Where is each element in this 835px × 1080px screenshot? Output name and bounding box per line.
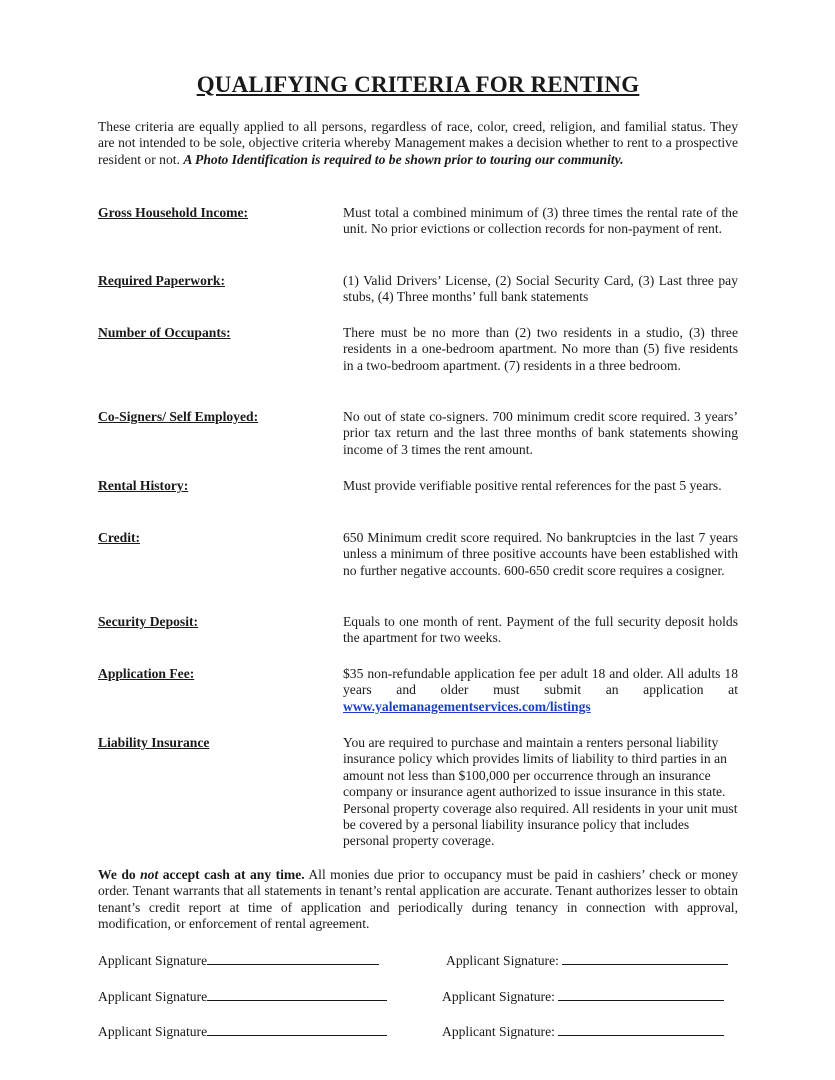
criteria-label: Credit: xyxy=(98,530,141,545)
criteria-label: Security Deposit: xyxy=(98,614,199,629)
signature-label: Applicant Signature: xyxy=(442,989,555,1004)
signature-field-right-3[interactable] xyxy=(442,1023,724,1040)
signature-label: Applicant Signature xyxy=(98,989,208,1004)
signature-label: Applicant Signature xyxy=(98,1024,208,1039)
listings-link[interactable]: www.yalemanagementservices.com/listings xyxy=(343,698,591,714)
intro-paragraph xyxy=(98,119,738,168)
criteria-value: You are required to purchase and maintain a renters personal liability insurance policy which provides limits of liability to third parties in an amount not less than $100,000 per occurrence through an insurance company or insurance agent authorized to issue insurance in this state. Personal property coverage also required. All residents in your unit must be covered by a personal liability insurance policy that includes personal property coverage. xyxy=(343,735,738,849)
criteria-label: Co-Signers/ Self Employed: xyxy=(98,409,259,424)
criteria-value: 650 Minimum credit score required. No bankruptcies in the last 7 years unless a minimum of three positive accounts have been established with no further negative accounts. 600-650 credit score requires a cosigner. xyxy=(343,530,738,578)
signature-field-left-1[interactable] xyxy=(98,952,379,969)
criteria-label: Rental History: xyxy=(98,478,189,493)
signature-label: Applicant Signature: xyxy=(442,1024,555,1039)
photo-id-notice: A Photo Identification is required to be shown prior to touring our community. xyxy=(183,151,624,167)
payment-notice xyxy=(98,867,738,933)
signature-line[interactable] xyxy=(207,988,387,1001)
criteria-label: Required Paperwork: xyxy=(98,273,225,288)
criteria-label: Gross Household Income: xyxy=(98,205,249,220)
no-cash-not: not xyxy=(140,867,159,882)
notice-text: All monies due prior to occupancy must be paid in cashiers’ check or money order. Tenant warrants that all statements in tenant’s rental application are accurate. Tenant authorizes lesser to obtain tenant’s credit report at time of application and periodically during tenancy in connection with approval, modification, or enforcement of rental agreement. xyxy=(98,867,739,932)
criteria-label: Liability Insurance xyxy=(98,735,210,750)
criteria-value: Must total a combined minimum of (3) three times the rental rate of the unit. No prior evictions or collection records for non-payment of rent. xyxy=(343,205,738,237)
criteria-label: Application Fee: xyxy=(98,666,195,681)
signature-field-left-2[interactable] xyxy=(98,988,387,1005)
signature-field-right-2[interactable] xyxy=(442,988,724,1005)
criteria-value: No out of state co-signers. 700 minimum credit score required. 3 years’ prior tax return and the last three months of bank statements showing income of 3 times the rent amount. xyxy=(343,409,738,457)
signature-line[interactable] xyxy=(562,952,728,965)
intro-text: These criteria are equally applied to all persons, regardless of race, color, creed, religion, and familial status. They are not intended to be sole, objective criteria whereby Management makes a decision whether to rent to a prospective resident or not. xyxy=(98,119,738,167)
no-cash-prefix: We do xyxy=(98,867,141,882)
signature-line[interactable] xyxy=(207,1023,387,1036)
signature-line[interactable] xyxy=(558,988,724,1001)
signature-label: Applicant Signature: xyxy=(446,953,559,968)
signature-label: Applicant Signature xyxy=(98,953,208,968)
criteria-label: Number of Occupants: xyxy=(98,325,231,340)
signature-field-left-3[interactable] xyxy=(98,1023,387,1040)
signature-line[interactable] xyxy=(207,952,379,965)
no-cash-suffix: accept cash at any time. xyxy=(158,867,305,882)
criteria-value: (1) Valid Drivers’ License, (2) Social Security Card, (3) Last three pay stubs, (4) Three months’ full bank statements xyxy=(343,273,738,305)
document-title: QUALIFYING CRITERIA FOR RENTING xyxy=(196,72,640,97)
criteria-value xyxy=(343,666,738,715)
criteria-value: There must be no more than (2) two residents in a studio, (3) three residents in a one-bedroom apartment. No more than (5) five residents in a two-bedroom apartment. (7) residents in a three bedroom. xyxy=(343,325,738,373)
criteria-value: Equals to one month of rent. Payment of the full security deposit holds the apartment for two weeks. xyxy=(343,614,738,646)
application-fee-text: $35 non-refundable application fee per adult 18 and older. All adults 18 years and older must submit an application at xyxy=(343,666,738,698)
signature-field-right-1[interactable] xyxy=(446,952,728,969)
signature-line[interactable] xyxy=(558,1023,724,1036)
criteria-value: Must provide verifiable positive rental references for the past 5 years. xyxy=(343,478,722,493)
